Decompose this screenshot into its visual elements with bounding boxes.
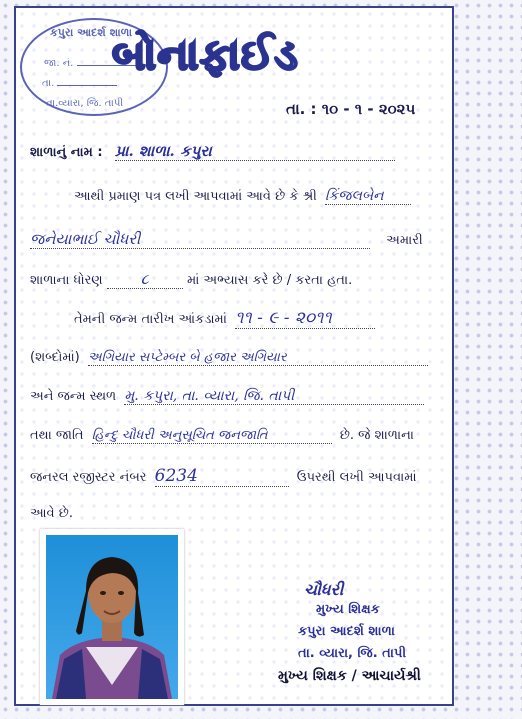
page-title: બોનાફાઈડ	[112, 30, 299, 79]
line7-suffix: છે. જે શાળાના	[339, 428, 414, 443]
standard-value: ૮	[107, 270, 183, 289]
caste-value: હિન્દુ ચૌધરી અનુસૂચિત જનજાતિ	[92, 428, 332, 444]
student-photo-image	[46, 535, 178, 699]
line1-text: આથી પ્રમાણ પત્ર લખી આપવામાં આવે છે કે શ્રી	[74, 189, 317, 204]
certificate-date: તા. : ૧૦ - ૧ - ૨૦૨૫	[286, 100, 416, 118]
stamp-number-label: જા. નં.	[44, 58, 74, 69]
line-2	[30, 230, 423, 249]
birth-date-value: ૧૧ - ૯ - ૨૦૧૧	[235, 308, 375, 329]
student-portrait	[46, 535, 178, 699]
stamp-role: મુખ્ય શિક્ષક	[316, 602, 380, 617]
line8-suffix: ઉપરથી લખી આપવામાં	[296, 470, 417, 485]
certificate	[14, 6, 454, 706]
student-photo	[40, 529, 184, 705]
line-4	[74, 308, 375, 329]
stamp-school: કપુરા આદર્શ શાળા	[50, 26, 133, 39]
stamp-date-line	[57, 85, 117, 86]
student-first-name: કિંજલબેન	[325, 188, 411, 205]
line3-suffix: માં અભ્યાસ કરે છે / કરતા હતા.	[186, 273, 353, 288]
principal-title: મુખ્ય શિક્ષક / આચાર્યશ્રી	[278, 668, 421, 684]
school-name-row	[30, 142, 395, 161]
birth-place-value: મુ. કપુરા, તા. વ્યારા, જિ. તાપી	[124, 388, 424, 405]
line3-prefix: શાળાના ધોરણ	[30, 273, 103, 288]
line5-prefix: (શબ્દોમાં)	[30, 350, 80, 365]
line-5	[30, 350, 428, 366]
line7-prefix: તથા જાતિ	[30, 428, 84, 443]
line-7	[30, 428, 414, 444]
stamp-date-label: તા.	[42, 78, 55, 89]
line6-prefix: અને જન્મ સ્થળ	[30, 389, 117, 404]
student-surname: જનેયાભાઈ ચૌધરી	[30, 230, 370, 249]
school-name-value: પ્રા. શાળા. કપુરા	[115, 142, 395, 161]
principal-signature: ચૌધરી	[304, 580, 344, 599]
line4-prefix: તેમની જન્મ તારીખ આંકડામાં	[74, 312, 227, 327]
stamp-school-name: કપુરા આદર્શ શાળા	[298, 624, 395, 639]
line-9	[30, 506, 73, 521]
register-number: 6234	[155, 466, 289, 487]
stamp-place: તા.વ્યારા, જિ. તાપી	[46, 98, 124, 109]
line-3	[30, 270, 352, 289]
stamp-date	[42, 78, 117, 89]
school-name-label: શાળાનું નામ :	[30, 145, 103, 160]
line-8	[30, 466, 417, 487]
stamp-school-place: તા. વ્યારા, જિ. તાપી	[298, 646, 407, 661]
line9-text: આવે છે.	[30, 506, 73, 521]
birth-date-words: અગિયાર સપ્ટેમ્બર બે હજાર અગિયાર	[88, 350, 428, 366]
line-6	[30, 388, 424, 405]
line2-suffix: અમારી	[386, 233, 423, 248]
line-1	[74, 188, 411, 205]
line8-prefix: જનરલ રજીસ્ટર નંબર	[30, 470, 147, 485]
